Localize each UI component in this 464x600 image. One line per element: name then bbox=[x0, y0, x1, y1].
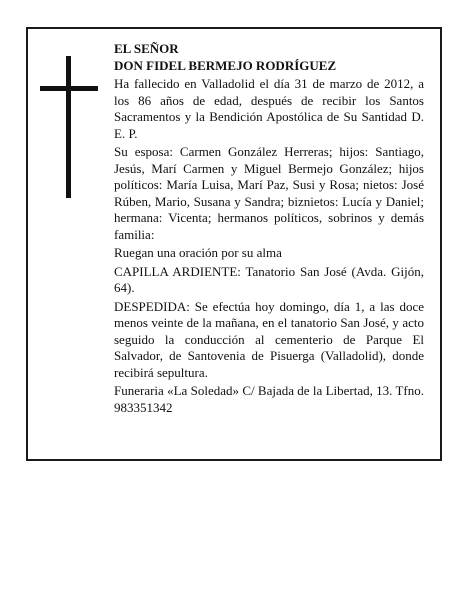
prayer-request: Ruegan una oración por su alma bbox=[114, 245, 282, 260]
deceased-name: DON FIDEL BERMEJO RODRÍGUEZ bbox=[114, 57, 337, 73]
family-list: Su esposa: Carmen González Herreras; hijos: Santiago, Jesús, Marí Carmen y Miguel Bermejo González; hijos políticos: María Luisa, Marí Paz, Susi y Rosa; nietos: José Rúben, Mario, Susana y Sandra; biznietos: Lucía y Daniel; hermana: Vicenta; hermanos políticos, sobrinos y demás familia: bbox=[114, 144, 424, 242]
chapel-info: CAPILLA ARDIENTE: Tanatorio San José (Avda. Gijón, 64). bbox=[114, 263, 424, 295]
cross-icon bbox=[40, 56, 98, 198]
obituary-notice bbox=[26, 27, 442, 461]
funeral-home-info: Funeraria «La Soledad» C/ Bajada de la Libertad, 13. Tfno. 983351342 bbox=[114, 383, 424, 415]
notice-heading: EL SEÑOR bbox=[114, 41, 179, 56]
cross-horizontal-bar bbox=[40, 86, 98, 91]
death-announcement: Ha fallecido en Valladolid el día 31 de marzo de 2012, a los 86 años de edad, después de recibir los Santos Sacramentos y la Bendición Apostólica de Su Santidad D. E. P. bbox=[114, 76, 424, 141]
farewell-info: DESPEDIDA: Se efectúa hoy domingo, día 1, a las doce menos veinte de la mañana, en el tanatorio San José, y acto seguido la conducción al cementerio de Parque El Salvador, de Santovenia de Pisuerga (Valladolid), donde recibirá sepultura. bbox=[114, 298, 424, 380]
cross-vertical-bar bbox=[66, 56, 71, 198]
notice-body bbox=[114, 41, 424, 416]
